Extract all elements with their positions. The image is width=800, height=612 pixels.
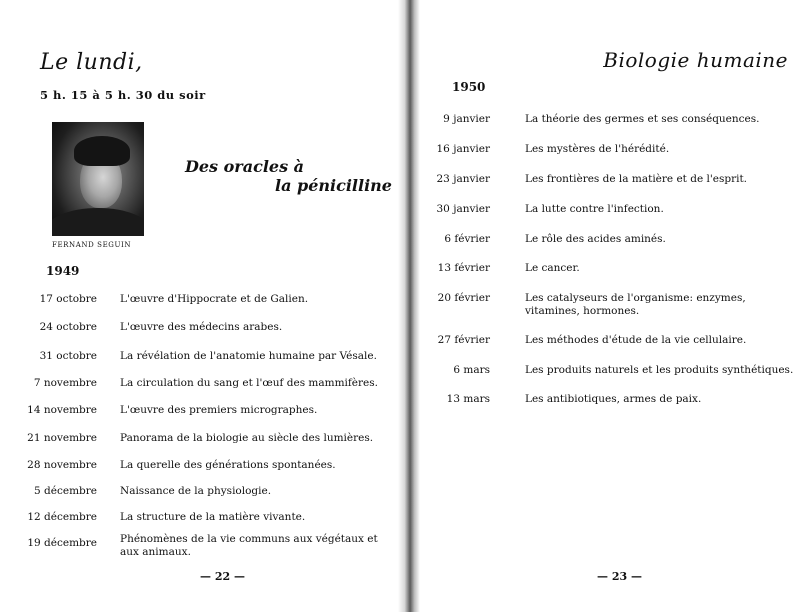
portrait-shoulders [52,208,144,236]
lecture-date: 14 novembre [27,404,97,416]
right-page [410,0,800,612]
lecture-topic: La révélation de l'anatomie humaine par Vésale. [120,350,377,362]
portrait-caption: FERNAND SEGUIN [52,241,132,249]
year-heading: 1950 [452,80,486,94]
lecture-date: 23 janvier [436,173,490,185]
running-head: Biologie humaine [603,48,788,72]
lecture-topic: La lutte contre l'infection. [525,203,664,215]
lecture-date: 20 février [437,292,490,304]
lecture-topic: Le cancer. [525,262,580,274]
lecture-date: 31 octobre [39,350,97,362]
lecture-topic: La circulation du sang et l'œuf des mammifères. [120,377,378,389]
lecture-date: 13 février [437,262,490,274]
lecture-date: 28 novembre [27,459,97,471]
page-number: — 22 — [200,570,245,583]
portrait-hair [74,136,130,166]
lecture-date: 16 janvier [436,143,490,155]
lecture-topic: L'œuvre des médecins arabes. [120,321,283,333]
lecture-date: 7 novembre [33,377,97,389]
year-heading: 1949 [46,264,80,278]
page-number: — 23 — [597,570,642,583]
lecture-date: 5 décembre [34,485,97,497]
lecture-topic: Naissance de la physiologie. [120,485,272,497]
lecture-topic: Le rôle des acides aminés. [525,233,666,245]
lecture-date: 13 mars [446,393,490,405]
lecture-date: 21 novembre [27,432,97,444]
lecture-topic: Les catalyseurs de l'organisme: enzymes, vitamines, hormones. [525,292,746,317]
lecture-date: 19 décembre [27,537,97,549]
lecture-date: 24 octobre [39,321,97,333]
lecture-topic: Panorama de la biologie au siècle des lumières. [120,432,374,444]
lecture-date: 12 décembre [27,511,97,523]
lecture-topic: Les produits naturels et les produits synthétiques. [525,364,794,376]
running-head: Le lundi, [40,50,143,75]
series-title-line1: Des oracles à [185,157,305,176]
lecture-topic: Les mystères de l'hérédité. [525,143,670,155]
lecture-topic: La structure de la matière vivante. [120,511,306,523]
lecture-topic: L'œuvre d'Hippocrate et de Galien. [120,293,309,305]
lecture-topic: Les frontières de la matière et de l'esprit. [525,173,748,185]
lecture-topic: Les antibiotiques, armes de paix. [525,393,702,405]
series-title-line2: la pénicilline [275,176,392,195]
lecture-topic: L'œuvre des premiers micrographes. [120,404,318,416]
lecture-date: 27 février [437,334,490,346]
lecture-topic: La théorie des germes et ses conséquences. [525,113,760,125]
lecture-topic: La querelle des générations spontanées. [120,459,336,471]
lecture-topic: Les méthodes d'étude de la vie cellulaire. [525,334,747,346]
lecture-date: 30 janvier [436,203,490,215]
lecture-date: 17 octobre [39,293,97,305]
lecture-date: 9 janvier [443,113,490,125]
portrait-photo [52,122,144,236]
broadcast-time: 5 h. 15 à 5 h. 30 du soir [40,88,206,102]
lecture-topic: Phénomènes de la vie communs aux végétaux et aux animaux. [120,533,378,558]
lecture-date: 6 mars [453,364,490,376]
lecture-date: 6 février [444,233,490,245]
